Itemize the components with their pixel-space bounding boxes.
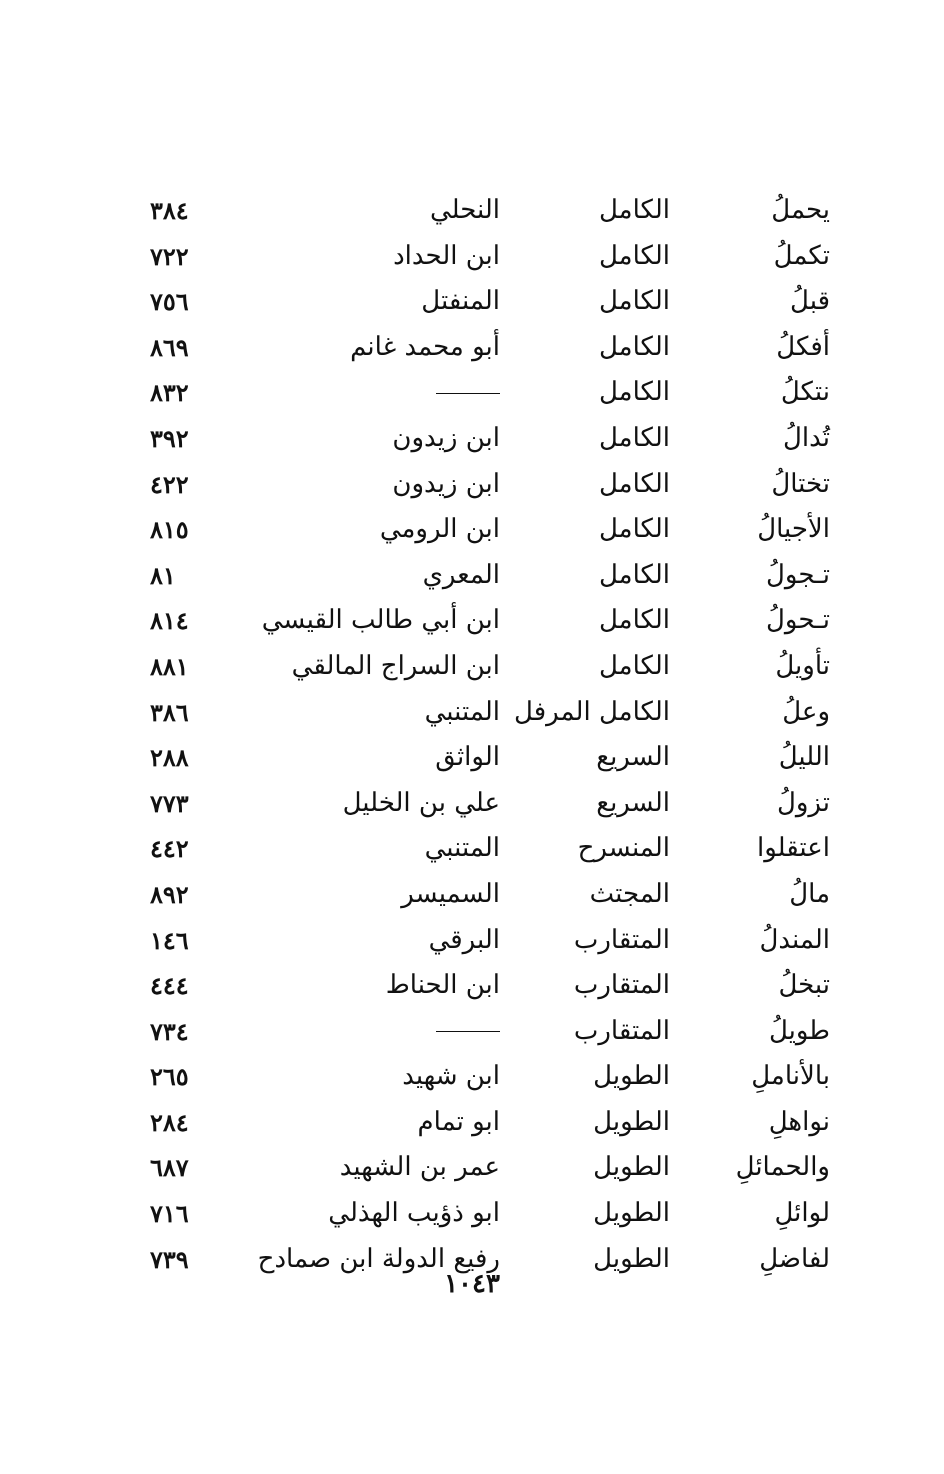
page-ref-cell: ٢٦٥ [150, 1062, 189, 1092]
rhyme-cell: الليلُ [778, 742, 830, 773]
meter-cell: الكامل المرفل [514, 696, 670, 727]
table-row [150, 1191, 830, 1237]
rhyme-cell: المندلُ [759, 924, 830, 955]
table-row [150, 690, 830, 736]
page-ref-cell: ٧٣٩ [150, 1244, 189, 1274]
poet-cell: الواثق [435, 742, 500, 773]
poet-cell: المنفتل [421, 286, 500, 317]
page-ref-cell: ٨١٤ [150, 606, 189, 636]
rhyme-cell: تكملُ [773, 240, 830, 271]
poet-cell: ابن أبي طالب القيسي [261, 605, 500, 636]
poet-cell: ابو تمام [417, 1106, 500, 1137]
poet-cell: النحلي [429, 195, 500, 225]
meter-cell: المتقارب [573, 924, 670, 955]
unknown-poet-dash [436, 393, 500, 395]
poet-cell [260, 370, 500, 416]
page-ref-cell: ٧٥٦ [150, 287, 189, 317]
rhyme-cell: اعتقلوا [757, 833, 830, 864]
meter-cell: الكامل [598, 468, 670, 499]
rhyme-cell: الأجيالُ [757, 514, 830, 545]
rhyme-cell: مالُ [789, 878, 830, 909]
meter-cell: الكامل [598, 650, 670, 681]
meter-cell: المتقارب [573, 970, 670, 1001]
page-ref-cell: ٨٦٩ [150, 332, 189, 362]
poet-cell: المتنبي [424, 833, 500, 864]
poet-cell: ابو ذؤيب الهذلي [328, 1198, 500, 1229]
rhyme-cell: أفكلُ [776, 331, 830, 362]
meter-cell: المجتث [589, 878, 670, 909]
table-row [150, 1009, 830, 1055]
page-ref-cell: ٢٨٤ [150, 1107, 189, 1137]
meter-cell: السريع [596, 742, 670, 773]
poet-cell: عمر بن الشهيد [339, 1152, 500, 1183]
meter-cell: الطويل [593, 1243, 670, 1274]
page-ref-cell: ٤٤٤ [150, 971, 189, 1001]
poet-cell: ابن السراج المالقي [291, 650, 500, 681]
meter-cell: الكامل [598, 240, 670, 271]
meter-cell: المنسرح [577, 833, 670, 864]
table-row [150, 644, 830, 690]
page-ref-cell: ٨١ [150, 560, 176, 590]
rhyme-cell: تبخلُ [778, 970, 830, 1001]
unknown-poet-dash [436, 1031, 500, 1033]
poet-cell: ابن الرومي [379, 514, 500, 545]
rhyme-cell: تُدالُ [783, 422, 830, 453]
rhyme-cell: تـجولُ [766, 559, 830, 590]
poet-cell: علي بن الخليل [342, 787, 500, 818]
page-ref-cell: ٤٤٢ [150, 834, 189, 864]
rhyme-cell: تأويلُ [775, 650, 830, 681]
page-ref-cell: ٢٨٨ [150, 743, 189, 773]
meter-cell: الكامل [598, 605, 670, 636]
meter-cell: الكامل [598, 514, 670, 545]
rhyme-cell: قبلُ [790, 286, 830, 317]
table-row [150, 416, 830, 462]
poet-cell: المعري [422, 559, 500, 590]
rhyme-cell: تزولُ [776, 787, 830, 818]
table-row [150, 325, 830, 371]
page-ref-cell: ٦٨٧ [150, 1153, 189, 1183]
table-row [150, 826, 830, 872]
page-ref-cell: ٧٧٣ [150, 788, 189, 818]
table-row [150, 553, 830, 599]
page-ref-cell: ٧١٦ [150, 1199, 189, 1229]
poet-cell: ابن شهيد [402, 1061, 500, 1092]
poet-cell: ابن الحداد [393, 240, 500, 271]
table-row [150, 507, 830, 553]
poet-cell: ابن زيدون [392, 468, 500, 499]
meter-cell: الطويل [593, 1198, 670, 1229]
page-ref-cell: ٨٨١ [150, 651, 189, 681]
rhyme-cell: وعلُ [782, 696, 830, 727]
table-row [150, 370, 830, 416]
page-number: ١٠٤٣ [444, 1269, 500, 1299]
table-row [150, 598, 830, 644]
meter-cell: الكامل [598, 559, 670, 590]
page-ref-cell: ٣٨٦ [150, 697, 189, 727]
meter-cell: المتقارب [573, 1015, 670, 1046]
page-ref-cell: ٨٣٢ [150, 378, 189, 408]
rhyme-cell: نواهلِ [768, 1106, 830, 1137]
poet-cell: المتنبي [424, 696, 500, 727]
meter-cell: الكامل [598, 422, 670, 453]
table-row [150, 188, 830, 234]
meter-cell: الكامل [598, 195, 670, 225]
poet-cell: ابن الحناط [385, 970, 500, 1001]
rhyme-cell: تختالُ [771, 468, 830, 499]
table-row [150, 963, 830, 1009]
page-ref-cell: ٤٢٢ [150, 469, 189, 499]
meter-cell: الكامل [598, 377, 670, 408]
table-row [150, 1145, 830, 1191]
table-row [150, 735, 830, 781]
rhyme-cell: طويلُ [768, 1015, 830, 1046]
rhyme-cell: بالأناملِ [751, 1061, 830, 1092]
rhyme-cell: والحمائلِ [735, 1152, 830, 1183]
page-ref-cell: ١٤٦ [150, 925, 189, 955]
meter-cell: الكامل [598, 286, 670, 317]
meter-cell: الكامل [598, 331, 670, 362]
poet-cell: ابن زيدون [392, 422, 500, 453]
meter-cell: الطويل [593, 1106, 670, 1137]
table-row [150, 1054, 830, 1100]
page-ref-cell: ٧٢٢ [150, 241, 189, 271]
poet-cell: السميسر [401, 878, 500, 909]
table-row [150, 872, 830, 918]
table-row [150, 234, 830, 280]
rhyme-cell: نتكلُ [780, 377, 830, 408]
meter-cell: الطويل [593, 1061, 670, 1092]
page-ref-cell: ٧٣٤ [150, 1016, 189, 1046]
table-row [150, 918, 830, 964]
poet-cell: البرقي [428, 924, 500, 955]
poet-cell: رفيع الدولة ابن صمادح [257, 1243, 500, 1274]
page-ref-cell: ٣٩٢ [150, 423, 189, 453]
rhyme-cell: يحملُ [771, 195, 830, 225]
rhyme-cell: لوائلِ [774, 1198, 830, 1229]
meter-cell: الطويل [593, 1152, 670, 1183]
page-ref-cell: ٨٩٢ [150, 879, 189, 909]
meter-cell: السريع [596, 787, 670, 818]
poet-cell: أبو محمد غانم [350, 331, 500, 362]
rhyme-cell: تـحولُ [766, 605, 830, 636]
table-row [150, 462, 830, 508]
poet-cell [260, 1009, 500, 1055]
page-ref-cell: ٣٨٤ [150, 196, 189, 225]
table-row [150, 279, 830, 325]
rhyme-index-table [150, 188, 830, 1282]
table-row [150, 1100, 830, 1146]
page-ref-cell: ٨١٥ [150, 515, 189, 545]
table-row [150, 781, 830, 827]
rhyme-cell: لفاضلِ [759, 1243, 830, 1274]
